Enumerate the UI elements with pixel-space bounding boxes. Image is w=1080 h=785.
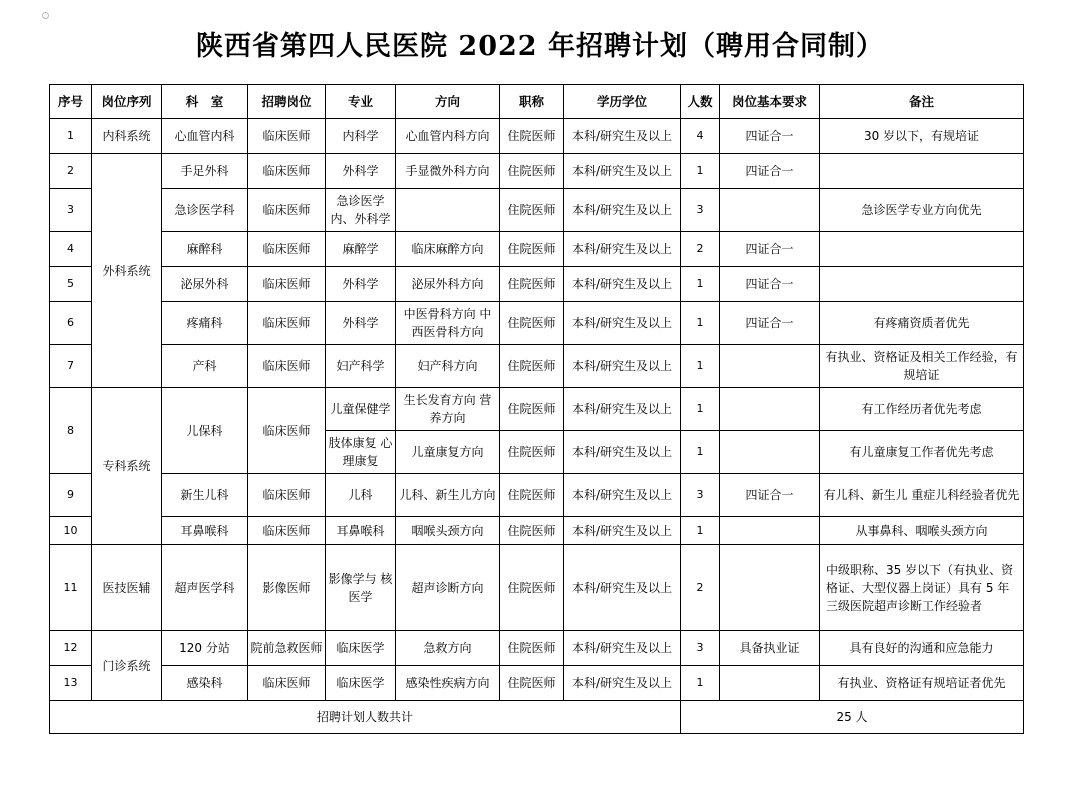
page-title: 陕西省第四人民医院 2022 年招聘计划（聘用合同制）: [196, 31, 884, 62]
header-cell: 方向: [396, 85, 500, 119]
degree: 本科/研究生及以上: [564, 474, 681, 517]
total-row: [50, 701, 1024, 734]
direction: [396, 189, 500, 232]
headcount: 3: [681, 631, 720, 666]
direction: 临床麻醉方向: [396, 232, 500, 267]
note: 有儿童康复工作者优先考虑: [820, 431, 1024, 474]
job-title: 住院医师: [500, 345, 564, 388]
direction: 咽喉头颈方向: [396, 517, 500, 545]
post: 临床医师: [248, 345, 326, 388]
table-row: [50, 474, 1024, 517]
table-row: [50, 119, 1024, 154]
post-series: 门诊系统: [92, 631, 162, 701]
basic-requirement: [720, 431, 820, 474]
header-cell: 人数: [681, 85, 720, 119]
department: 急诊医学科: [162, 189, 248, 232]
row-number: 12: [50, 631, 92, 666]
department: 疼痛科: [162, 302, 248, 345]
headcount: 1: [681, 154, 720, 189]
degree: 本科/研究生及以上: [564, 345, 681, 388]
headcount: 1: [681, 267, 720, 302]
department: 超声医学科: [162, 545, 248, 631]
degree: 本科/研究生及以上: [564, 517, 681, 545]
job-title: 住院医师: [500, 474, 564, 517]
headcount: 1: [681, 302, 720, 345]
table-row: [50, 545, 1024, 631]
major: 内科学: [326, 119, 396, 154]
department: 儿保科: [162, 388, 248, 474]
note: 具有良好的沟通和应急能力: [820, 631, 1024, 666]
headcount: 3: [681, 474, 720, 517]
table-row: [50, 631, 1024, 666]
row-number: 11: [50, 545, 92, 631]
table-row: [50, 388, 1024, 431]
post: 临床医师: [248, 474, 326, 517]
basic-requirement: 四证合一: [720, 474, 820, 517]
total-label: 招聘计划人数共计: [50, 701, 681, 734]
table-row: [50, 154, 1024, 189]
major: 影像学与 核医学: [326, 545, 396, 631]
job-title: 住院医师: [500, 666, 564, 701]
post: 院前急救医师: [248, 631, 326, 666]
direction: 儿童康复方向: [396, 431, 500, 474]
note: 有执业、资格证及相关工作经验，有规培证: [820, 345, 1024, 388]
department: 新生儿科: [162, 474, 248, 517]
basic-requirement: [720, 345, 820, 388]
row-number: 1: [50, 119, 92, 154]
table-row: [50, 302, 1024, 345]
job-title: 住院医师: [500, 431, 564, 474]
department: 耳鼻喉科: [162, 517, 248, 545]
job-title: 住院医师: [500, 517, 564, 545]
note: 急诊医学专业方向优先: [820, 189, 1024, 232]
header-cell: 招聘岗位: [248, 85, 326, 119]
department: 手足外科: [162, 154, 248, 189]
row-number: 5: [50, 267, 92, 302]
headcount: 1: [681, 517, 720, 545]
basic-requirement: 四证合一: [720, 232, 820, 267]
post: 临床医师: [248, 517, 326, 545]
header-cell: 岗位序列: [92, 85, 162, 119]
degree: 本科/研究生及以上: [564, 631, 681, 666]
major: 急诊医学 内、外科学: [326, 189, 396, 232]
row-number: 9: [50, 474, 92, 517]
department: 产科: [162, 345, 248, 388]
table-row: [50, 267, 1024, 302]
job-title: 住院医师: [500, 267, 564, 302]
major: 外科学: [326, 302, 396, 345]
note: 有儿科、新生儿 重症儿科经验者优先: [820, 474, 1024, 517]
major: 耳鼻喉科: [326, 517, 396, 545]
row-number: 2: [50, 154, 92, 189]
job-title: 住院医师: [500, 545, 564, 631]
major: 外科学: [326, 154, 396, 189]
post-series: 专科系统: [92, 388, 162, 545]
post: 临床医师: [248, 189, 326, 232]
major: 临床医学: [326, 631, 396, 666]
row-number: 4: [50, 232, 92, 267]
table-row: [50, 345, 1024, 388]
department: 120 分站: [162, 631, 248, 666]
total-count: 25 人: [681, 701, 1024, 734]
degree: 本科/研究生及以上: [564, 189, 681, 232]
note: [820, 267, 1024, 302]
row-number: 3: [50, 189, 92, 232]
headcount: 2: [681, 232, 720, 267]
department: 感染科: [162, 666, 248, 701]
degree: 本科/研究生及以上: [564, 388, 681, 431]
header-cell: 专业: [326, 85, 396, 119]
direction: 感染性疾病方向: [396, 666, 500, 701]
direction: 中医骨科方向 中西医骨科方向: [396, 302, 500, 345]
note: 中级职称、35 岁以下（有执业、资格证、大型仪器上岗证）具有 5 年三级医院超声诊断工作经验者: [820, 545, 1024, 631]
job-title: 住院医师: [500, 302, 564, 345]
table-row: [50, 517, 1024, 545]
row-number: 10: [50, 517, 92, 545]
post-series: 医技医辅: [92, 545, 162, 631]
job-title: 住院医师: [500, 154, 564, 189]
basic-requirement: 四证合一: [720, 267, 820, 302]
post-series: 内科系统: [92, 119, 162, 154]
basic-requirement: [720, 545, 820, 631]
note: [820, 232, 1024, 267]
direction: 心血管内科方向: [396, 119, 500, 154]
header-cell: 备注: [820, 85, 1024, 119]
row-number: 13: [50, 666, 92, 701]
headcount: 1: [681, 345, 720, 388]
header-cell: 职称: [500, 85, 564, 119]
basic-requirement: [720, 388, 820, 431]
post: 临床医师: [248, 302, 326, 345]
job-title: 住院医师: [500, 388, 564, 431]
header-row: [50, 85, 1024, 119]
headcount: 1: [681, 431, 720, 474]
note: 从事鼻科、咽喉头颈方向: [820, 517, 1024, 545]
major: 儿童保健学: [326, 388, 396, 431]
post: 临床医师: [248, 154, 326, 189]
post: 临床医师: [248, 119, 326, 154]
row-number: 8: [50, 388, 92, 474]
direction: 手显微外科方向: [396, 154, 500, 189]
basic-requirement: 具备执业证: [720, 631, 820, 666]
degree: 本科/研究生及以上: [564, 267, 681, 302]
basic-requirement: 四证合一: [720, 119, 820, 154]
basic-requirement: 四证合一: [720, 302, 820, 345]
major: 麻醉学: [326, 232, 396, 267]
header-cell: 学历学位: [564, 85, 681, 119]
job-title: 住院医师: [500, 189, 564, 232]
degree: 本科/研究生及以上: [564, 302, 681, 345]
note: [820, 154, 1024, 189]
note: 30 岁以下，有规培证: [820, 119, 1024, 154]
degree: 本科/研究生及以上: [564, 431, 681, 474]
header-cell: 序号: [50, 85, 92, 119]
headcount: 3: [681, 189, 720, 232]
row-number: 7: [50, 345, 92, 388]
department: 麻醉科: [162, 232, 248, 267]
row-number: 6: [50, 302, 92, 345]
header-cell: 岗位基本要求: [720, 85, 820, 119]
degree: 本科/研究生及以上: [564, 666, 681, 701]
degree: 本科/研究生及以上: [564, 232, 681, 267]
headcount: 4: [681, 119, 720, 154]
degree: 本科/研究生及以上: [564, 154, 681, 189]
table-row: [50, 666, 1024, 701]
job-title: 住院医师: [500, 232, 564, 267]
department: 心血管内科: [162, 119, 248, 154]
post: 临床医师: [248, 267, 326, 302]
degree: 本科/研究生及以上: [564, 545, 681, 631]
basic-requirement: [720, 517, 820, 545]
major: 外科学: [326, 267, 396, 302]
headcount: 1: [681, 666, 720, 701]
department: 泌尿外科: [162, 267, 248, 302]
note: 有执业、资格证有规培证者优先: [820, 666, 1024, 701]
major: 儿科: [326, 474, 396, 517]
major: 妇产科学: [326, 345, 396, 388]
direction: 儿科、新生儿方向: [396, 474, 500, 517]
major: 肢体康复 心理康复: [326, 431, 396, 474]
degree: 本科/研究生及以上: [564, 119, 681, 154]
direction: 超声诊断方向: [396, 545, 500, 631]
direction: 妇产科方向: [396, 345, 500, 388]
direction: 泌尿外科方向: [396, 267, 500, 302]
direction: 生长发育方向 营养方向: [396, 388, 500, 431]
post: 影像医师: [248, 545, 326, 631]
note: 有疼痛资质者优先: [820, 302, 1024, 345]
post: 临床医师: [248, 666, 326, 701]
post: 临床医师: [248, 232, 326, 267]
basic-requirement: [720, 666, 820, 701]
job-title: 住院医师: [500, 631, 564, 666]
corner-mark: [42, 12, 49, 19]
basic-requirement: 四证合一: [720, 154, 820, 189]
job-title: 住院医师: [500, 119, 564, 154]
recruitment-table: [49, 84, 1024, 734]
table-row: [50, 189, 1024, 232]
basic-requirement: [720, 189, 820, 232]
table-row: [50, 232, 1024, 267]
note: 有工作经历者优先考虑: [820, 388, 1024, 431]
major: 临床医学: [326, 666, 396, 701]
header-cell: 科 室: [162, 85, 248, 119]
headcount: 2: [681, 545, 720, 631]
post-series: 外科系统: [92, 154, 162, 388]
headcount: 1: [681, 388, 720, 431]
post: 临床医师: [248, 388, 326, 474]
direction: 急救方向: [396, 631, 500, 666]
